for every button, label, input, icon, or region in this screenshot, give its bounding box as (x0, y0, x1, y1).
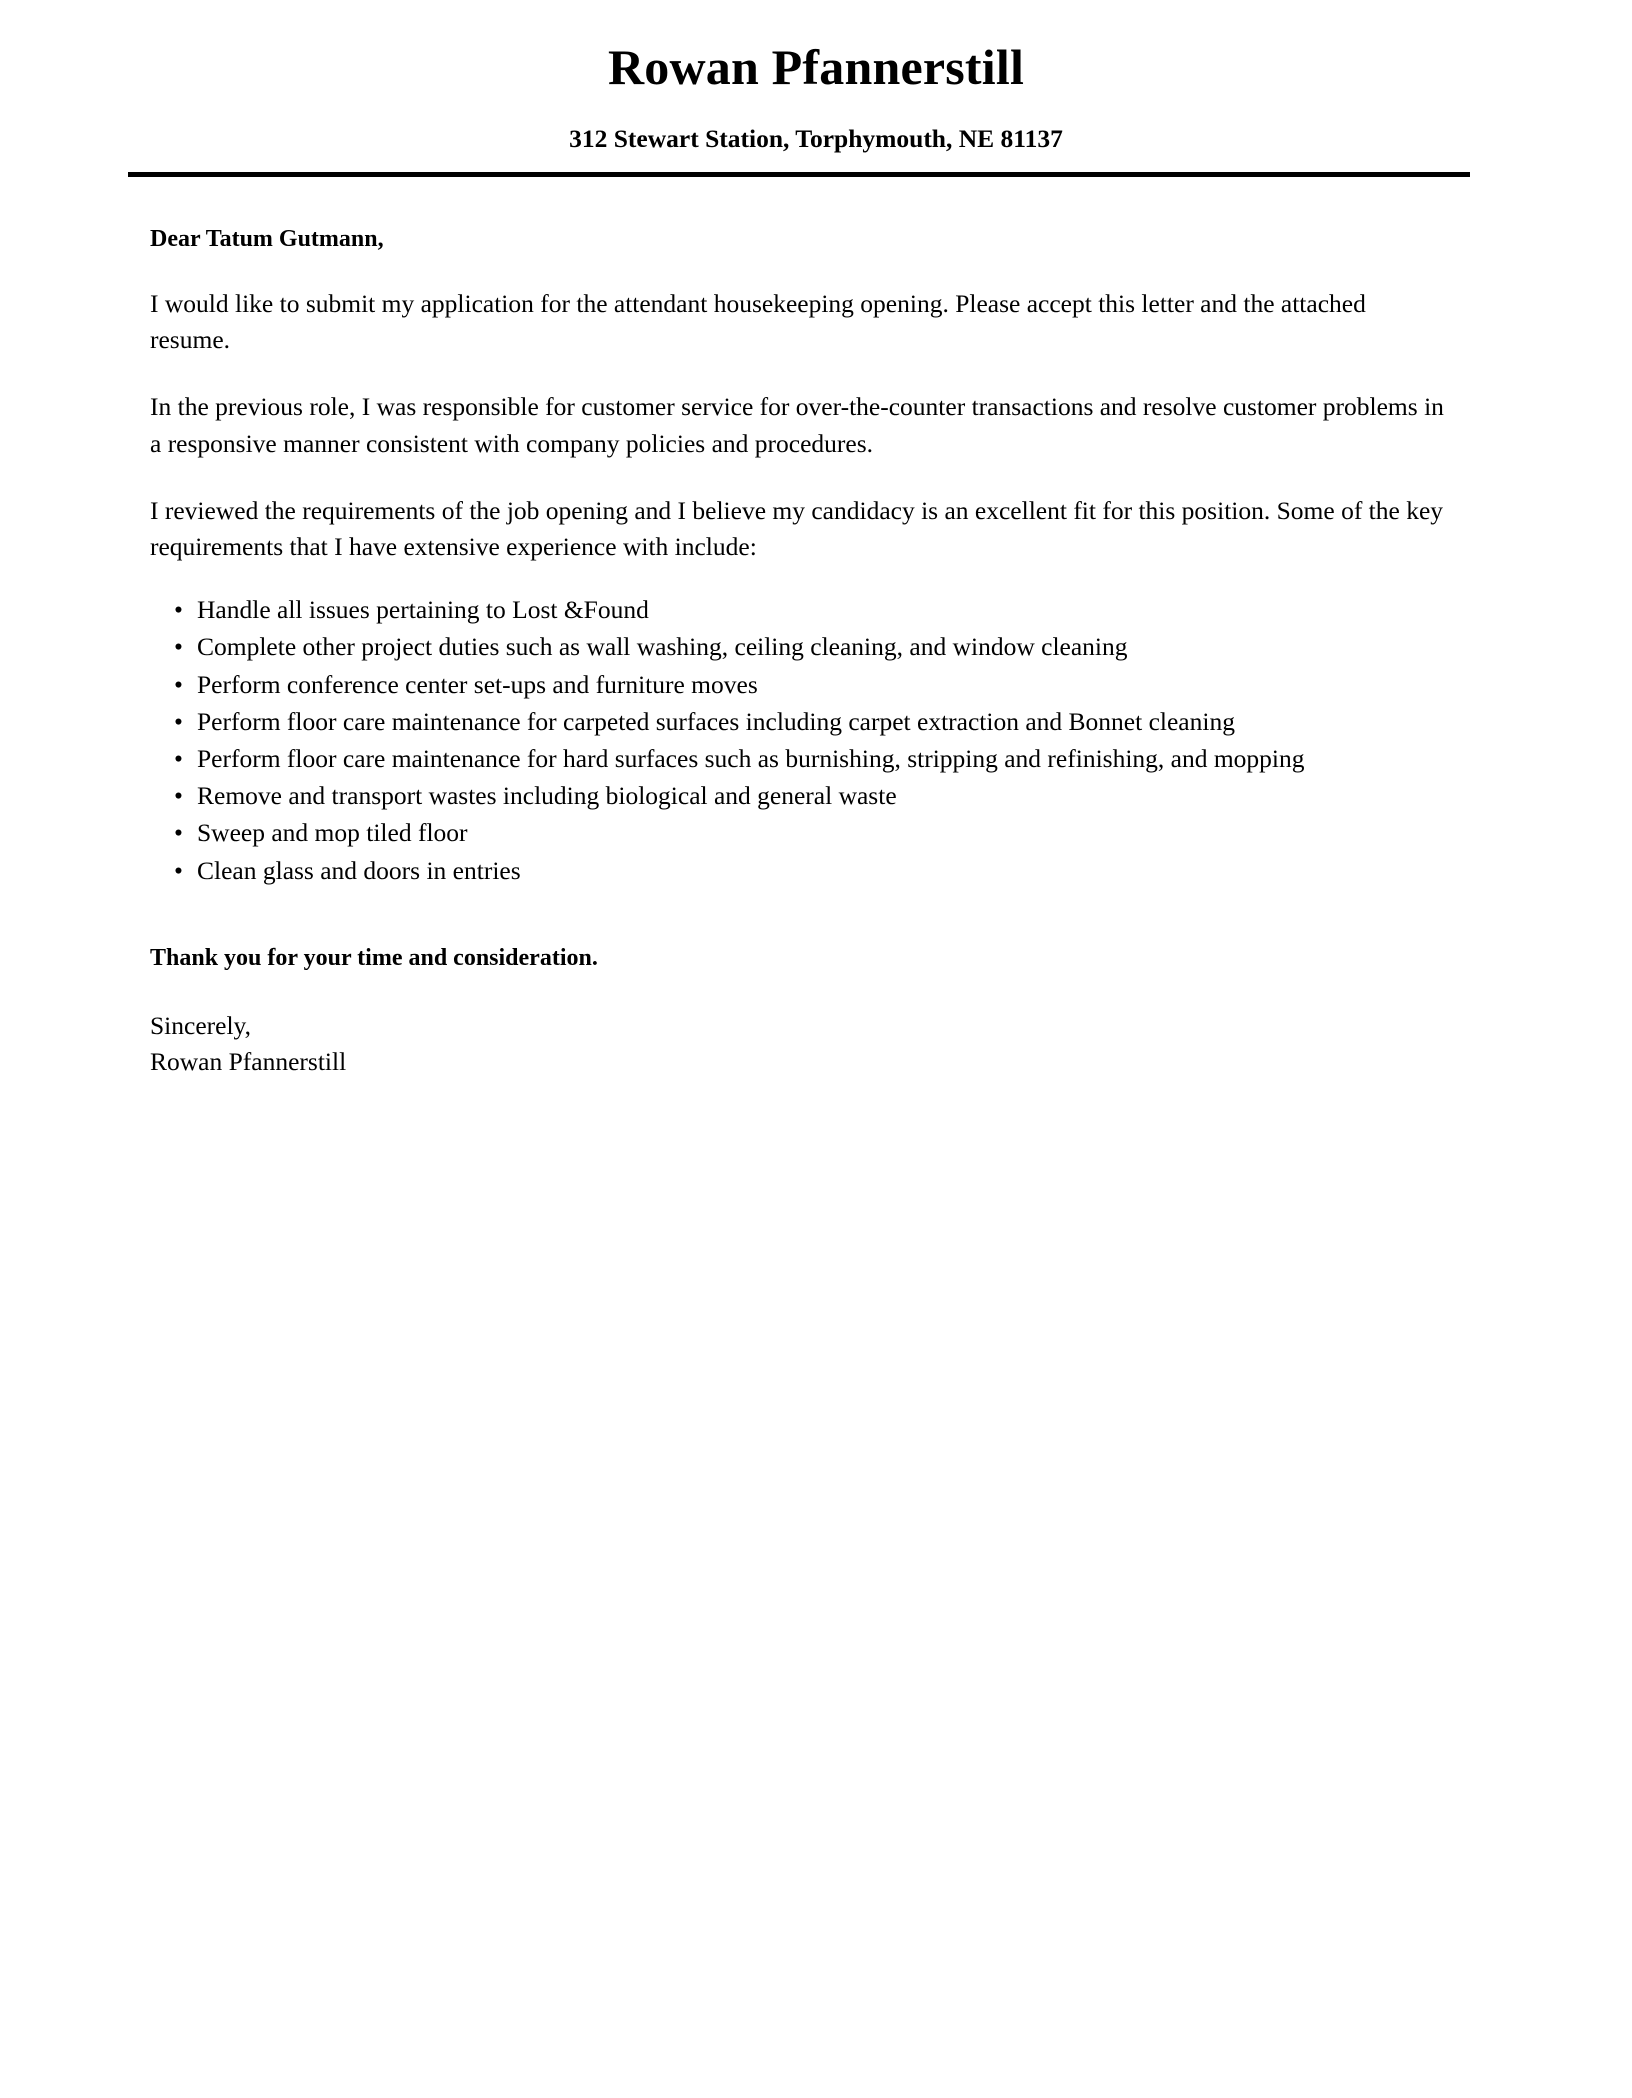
requirements-list (150, 565, 1450, 889)
signature-block (150, 974, 1450, 1079)
salutation: Dear Tatum Gutmann, (150, 225, 384, 252)
closing-thanks: Thank you for your time and consideration. (150, 944, 598, 971)
signoff-salutation: Sincerely, (150, 1011, 252, 1041)
bullet-icon: • (174, 595, 183, 625)
bullet-icon: • (174, 744, 183, 774)
bullet-icon: • (174, 632, 183, 662)
list-item (150, 667, 1450, 703)
signature-name: Rowan Pfannerstill (150, 1046, 347, 1076)
list-item-label: Perform conference center set-ups and furniture moves (197, 669, 758, 699)
list-item (150, 778, 1450, 814)
list-item-label: Clean glass and doors in entries (197, 855, 521, 885)
body-paragraph-1: I would like to submit my application for the attendant housekeeping opening. Please accept this letter and the attached resume. (150, 288, 1366, 355)
list-item-label: Perform floor care maintenance for carpeted surfaces including carpet extraction and Bonnet cleaning (197, 706, 1235, 736)
list-item (150, 815, 1450, 851)
body-paragraph-3: I reviewed the requirements of the job opening and I believe my candidacy is an excellent fit for this position. Some of the key requirements that I have extensive experience with include: (150, 495, 1444, 561)
letter-body (150, 177, 1450, 1080)
letterhead (0, 0, 1632, 177)
bullet-icon: • (174, 669, 183, 699)
list-item-label: Complete other project duties such as wall washing, ceiling cleaning, and window cleaning (197, 632, 1128, 662)
list-item-label: Sweep and mop tiled floor (197, 818, 468, 848)
bullet-icon: • (174, 706, 183, 736)
list-item (150, 741, 1450, 777)
body-paragraph-2: In the previous role, I was responsible for customer service for over-the-counter transactions and resolve customer problems in a responsive manner consistent with company policies and procedures. (150, 392, 1444, 458)
list-item (150, 704, 1450, 740)
bullet-icon: • (174, 818, 183, 848)
bullet-icon: • (174, 855, 183, 885)
bullet-icon: • (174, 781, 183, 811)
list-item (150, 629, 1450, 665)
applicant-address: 312 Stewart Station, Torphymouth, NE 81137 (569, 124, 1063, 153)
applicant-name: Rowan Pfannerstill (607, 39, 1025, 95)
list-item-label: Perform floor care maintenance for hard surfaces such as burnishing, stripping and refinishing, and mopping (197, 744, 1305, 774)
list-item-label: Remove and transport wastes including biological and general waste (197, 781, 897, 811)
list-item-label: Handle all issues pertaining to Lost &Found (197, 595, 649, 625)
list-item (150, 853, 1450, 889)
list-item (150, 592, 1450, 628)
